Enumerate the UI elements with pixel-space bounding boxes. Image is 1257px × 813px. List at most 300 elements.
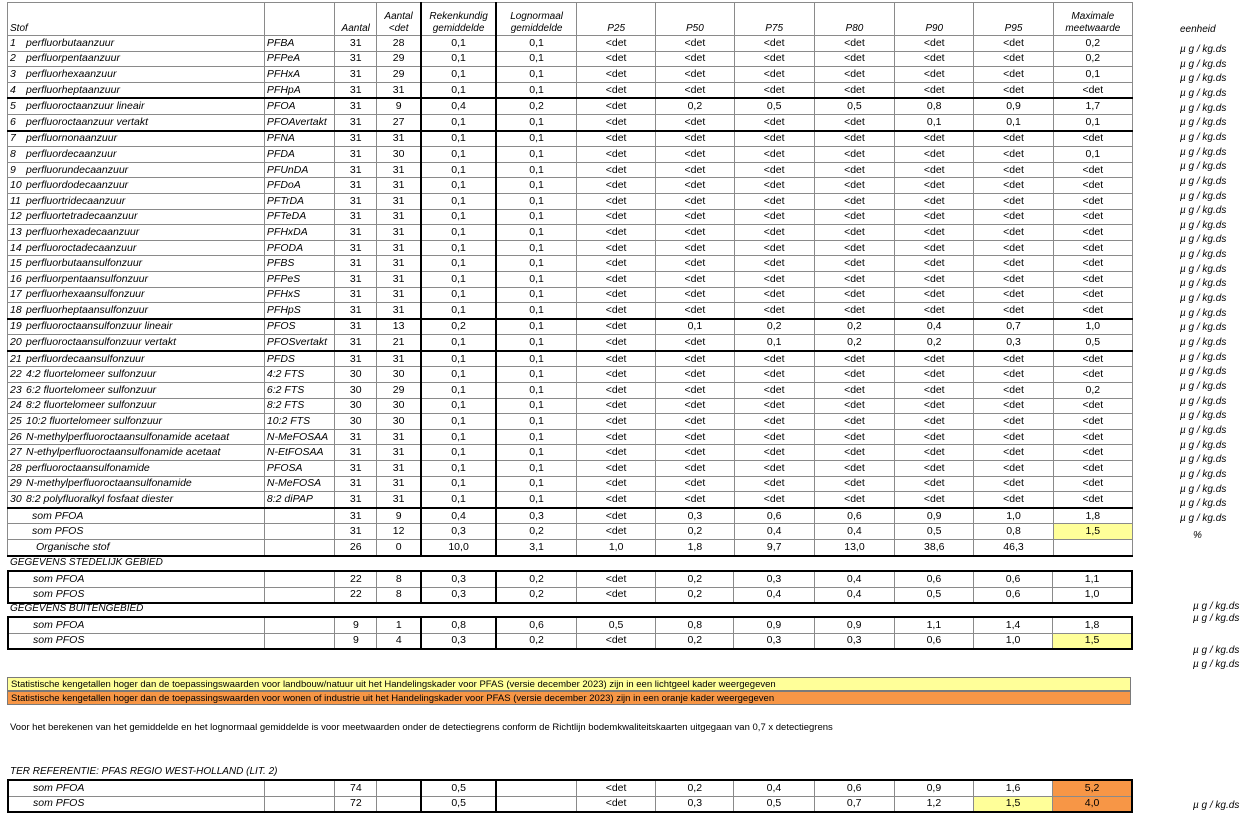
value-p50: <det (656, 367, 734, 383)
legend-yellow: Statistische kengetallen hoger dan de toepassingswaarden voor landbouw/natuur uit het Handelingskader voor PFAS (versie december 2023) zijn in een lichtgeel kader weergegeven (7, 677, 1131, 691)
substance-abbreviation: PFHxS (264, 287, 334, 303)
value-p75: <det (734, 429, 814, 445)
value-p25: <det (576, 429, 655, 445)
value-p25: <det (576, 633, 655, 649)
value-p80: <det (814, 82, 894, 98)
substance-name-cell (8, 82, 265, 98)
substance-row (8, 162, 1133, 178)
value-p75: <det (734, 287, 814, 303)
value-rek: 0,1 (421, 36, 496, 52)
substance-abbreviation: N-MeFOSAA (264, 429, 334, 445)
value-n: 31 (335, 225, 377, 241)
value-p75: <det (734, 51, 814, 67)
value-max: <det (1053, 287, 1132, 303)
substance-name-cell (8, 476, 265, 492)
substance-name: perfluorheptaansulfonzuur (26, 303, 149, 316)
value-p95: 1,5 (973, 796, 1052, 812)
value-max: <det (1053, 303, 1132, 319)
substance-row (8, 335, 1133, 351)
value-p90: <det (895, 82, 974, 98)
substance-number: 20 (10, 336, 22, 349)
value-rek: 0,1 (421, 461, 496, 477)
value-rek: 0,1 (421, 82, 496, 98)
substance-name-cell (8, 271, 265, 287)
substance-name-cell (8, 193, 265, 209)
substance-name-cell (8, 98, 265, 114)
value-p50: 0,8 (656, 617, 734, 633)
value-n: 72 (335, 796, 377, 812)
substance-row (8, 131, 1133, 147)
substance-number: 10 (10, 179, 22, 192)
value-p25: <det (576, 461, 655, 477)
substance-name: 6:2 fluortelomeer sulfonzuur (26, 383, 157, 396)
value-p75: <det (734, 492, 814, 508)
substance-abbreviation: PFDS (264, 351, 334, 367)
value-p25: <det (576, 162, 655, 178)
summary-name: som PFOA (8, 571, 265, 587)
value-p90: <det (895, 414, 974, 430)
substance-abbreviation: PFTeDA (264, 209, 334, 225)
value-p90: <det (895, 461, 974, 477)
value-p80: <det (814, 287, 894, 303)
value-n: 31 (335, 131, 377, 147)
unit-label: µ g / kg.ds (1180, 424, 1227, 436)
summary-abbreviation (265, 571, 335, 587)
value-p80: <det (814, 492, 894, 508)
value-n: 9 (335, 617, 377, 633)
value-p90: <det (895, 209, 974, 225)
value-p90: <det (895, 271, 974, 287)
substance-name-cell (8, 351, 265, 367)
substance-name: perfluoroctaanzuur lineair (26, 100, 145, 113)
value-p90: <det (895, 225, 974, 241)
value-p50: 0,3 (656, 508, 734, 524)
value-det: 31 (377, 492, 421, 508)
substance-name: perfluortridecaanzuur (26, 194, 126, 207)
value-p80: <det (814, 131, 894, 147)
value-n: 31 (335, 178, 377, 194)
value-log: 0,1 (496, 303, 576, 319)
value-log: 0,1 (496, 445, 576, 461)
value-det: 31 (377, 82, 421, 98)
value-p50: <det (656, 271, 734, 287)
unit-label: µ g / kg.ds (1180, 380, 1227, 392)
value-p75: <det (734, 114, 814, 130)
value-p95: <det (974, 225, 1053, 241)
value-max: 4,0 (1053, 796, 1132, 812)
value-rek: 0,1 (421, 51, 496, 67)
unit-label: µ g / kg.ds (1180, 498, 1227, 510)
pfas-statistics-table (7, 2, 1133, 557)
value-p75: 0,4 (734, 587, 814, 603)
summary-abbreviation (265, 796, 335, 812)
value-log (496, 780, 576, 796)
unit-label: µ g / kg.ds (1180, 439, 1227, 451)
value-max: <det (1053, 398, 1132, 414)
value-p25: <det (576, 476, 655, 492)
value-max: 0,2 (1053, 383, 1132, 399)
value-det: 30 (377, 147, 421, 163)
value-log: 0,1 (496, 476, 576, 492)
unit-label: µ g / kg.ds (1180, 366, 1227, 378)
value-log: 0,1 (496, 193, 576, 209)
header-max: Maximale meetwaarde (1053, 3, 1132, 36)
value-log: 0,1 (496, 492, 576, 508)
value-rek: 0,1 (421, 209, 496, 225)
substance-row (8, 178, 1133, 194)
value-p90: 0,9 (894, 780, 973, 796)
substance-row (8, 461, 1133, 477)
value-log: 0,2 (496, 524, 576, 540)
value-rek: 0,5 (421, 796, 496, 812)
substance-name-cell (8, 225, 265, 241)
value-max: <det (1053, 351, 1132, 367)
value-max: <det (1053, 367, 1132, 383)
unit-label: µ g / kg.ds (1180, 337, 1227, 348)
header-abbr (264, 3, 334, 36)
substance-abbreviation: PFODA (264, 240, 334, 256)
unit-label: µ g / kg.ds (1180, 468, 1227, 480)
unit-label: µ g / kg.ds (1180, 512, 1227, 524)
stedelijk-title: GEGEVENS STEDELIJK GEBIED (10, 557, 163, 568)
referentie-table (7, 779, 1133, 813)
value-p80: 0,3 (814, 633, 894, 649)
value-p90: <det (895, 398, 974, 414)
substance-row (8, 476, 1133, 492)
value-n: 31 (335, 524, 377, 540)
substance-name: perfluorbutaansulfonzuur (26, 257, 143, 270)
substance-row (8, 319, 1133, 335)
value-p25: <det (576, 147, 655, 163)
value-p90: <det (895, 351, 974, 367)
unit-label: µ g / kg.ds (1180, 117, 1227, 129)
value-max: <det (1053, 209, 1132, 225)
value-p75: <det (734, 256, 814, 272)
substance-name: 8:2 fluortelomeer sulfonzuur (26, 399, 157, 412)
substance-abbreviation: 8:2 FTS (264, 398, 334, 414)
referentie-row (8, 796, 1132, 812)
substance-name: 4:2 fluortelomeer sulfonzuur (26, 368, 157, 381)
value-det: 8 (377, 587, 421, 603)
value-p75: <det (734, 445, 814, 461)
substance-abbreviation: 4:2 FTS (264, 367, 334, 383)
value-log (496, 796, 576, 812)
value-n: 31 (335, 351, 377, 367)
value-n: 30 (335, 398, 377, 414)
substance-row (8, 209, 1133, 225)
value-log: 0,1 (496, 367, 576, 383)
value-p95: <det (974, 492, 1053, 508)
substance-row (8, 492, 1133, 508)
substance-row (8, 225, 1133, 241)
value-p50: <det (656, 303, 734, 319)
substance-name-cell (8, 51, 265, 67)
value-p80: <det (814, 445, 894, 461)
value-p90: 0,6 (894, 571, 973, 587)
value-p80: <det (814, 162, 894, 178)
value-n: 31 (335, 271, 377, 287)
value-p25: <det (576, 351, 655, 367)
value-det: 31 (377, 351, 421, 367)
substance-number: 18 (10, 303, 22, 316)
value-p50: <det (656, 225, 734, 241)
value-log: 3,1 (496, 540, 576, 556)
value-p75: <det (734, 82, 814, 98)
value-p80: <det (814, 303, 894, 319)
substance-row (8, 98, 1133, 114)
value-p75: <det (734, 240, 814, 256)
value-log: 0,1 (496, 429, 576, 445)
substance-row (8, 193, 1133, 209)
substance-name-cell (8, 429, 265, 445)
value-log: 0,1 (496, 461, 576, 477)
value-p95: 1,0 (973, 633, 1052, 649)
value-n: 22 (335, 587, 377, 603)
summary-name: som PFOS (8, 587, 265, 603)
value-n: 30 (335, 367, 377, 383)
value-p95: 46,3 (974, 540, 1053, 556)
value-rek: 0,1 (421, 398, 496, 414)
value-p80: <det (814, 351, 894, 367)
value-rek: 0,4 (421, 508, 496, 524)
value-p95: <det (974, 51, 1053, 67)
summary-abbreviation (264, 524, 334, 540)
value-det: 28 (377, 36, 421, 52)
substance-row (8, 51, 1133, 67)
value-det: 29 (377, 67, 421, 83)
value-p50: <det (656, 445, 734, 461)
value-p75: <det (734, 225, 814, 241)
value-p25: <det (576, 256, 655, 272)
substance-name: perfluorhexaansulfonzuur (26, 288, 145, 301)
value-n: 31 (335, 36, 377, 52)
value-p80: 0,5 (814, 98, 894, 114)
stedelijk-row (8, 587, 1132, 603)
value-p80: 0,4 (814, 524, 894, 540)
value-max: <det (1053, 271, 1132, 287)
substance-number: 19 (10, 320, 22, 333)
value-log: 0,1 (496, 351, 576, 367)
value-p50: <det (656, 256, 734, 272)
value-log: 0,1 (496, 240, 576, 256)
value-rek: 0,1 (421, 383, 496, 399)
value-max: <det (1053, 131, 1132, 147)
substance-name-cell (8, 256, 265, 272)
substance-number: 2 (10, 52, 16, 65)
value-log: 0,1 (496, 36, 576, 52)
substance-abbreviation: N-MeFOSA (264, 476, 334, 492)
substance-name-cell (8, 335, 265, 351)
value-log: 0,1 (496, 209, 576, 225)
value-p50: <det (656, 131, 734, 147)
substance-number: 29 (10, 477, 22, 490)
value-rek: 0,1 (421, 445, 496, 461)
value-p90: 1,2 (894, 796, 973, 812)
unit-label: µ g / kg.ds (1180, 322, 1227, 334)
value-max: <det (1053, 429, 1132, 445)
value-rek: 0,1 (421, 287, 496, 303)
substance-name: perfluoroctaansulfonamide (26, 461, 150, 474)
summary-name: som PFOA (8, 780, 265, 796)
value-p75: 0,9 (734, 617, 814, 633)
value-p95: <det (974, 445, 1053, 461)
value-p25: <det (576, 240, 655, 256)
substance-name-cell (8, 178, 265, 194)
value-max: <det (1053, 492, 1132, 508)
value-p80: <det (814, 178, 894, 194)
substance-abbreviation: PFTrDA (264, 193, 334, 209)
unit-label: µ g / kg.ds (1180, 161, 1227, 173)
value-p75: <det (734, 271, 814, 287)
value-p95: <det (974, 398, 1053, 414)
value-p95: <det (974, 131, 1053, 147)
value-p80: 0,7 (814, 796, 894, 812)
value-n: 31 (335, 82, 377, 98)
value-rek: 0,3 (421, 633, 496, 649)
value-p50: <det (656, 36, 734, 52)
value-rek: 0,1 (421, 114, 496, 130)
value-rek: 0,1 (421, 178, 496, 194)
value-det: 30 (377, 367, 421, 383)
value-n: 31 (335, 429, 377, 445)
value-p75: 0,3 (734, 571, 814, 587)
value-p50: <det (656, 383, 734, 399)
value-rek: 0,3 (421, 571, 496, 587)
value-det: 8 (377, 571, 421, 587)
header-aantal: Aantal (335, 3, 377, 36)
value-p25: <det (576, 524, 655, 540)
value-p90: 0,5 (895, 524, 974, 540)
header-row (8, 3, 1133, 36)
value-p50: <det (656, 492, 734, 508)
value-rek: 0,1 (421, 476, 496, 492)
buitengebied-row (8, 633, 1132, 649)
value-p50: <det (656, 287, 734, 303)
substance-abbreviation: PFBS (264, 256, 334, 272)
value-max: 1,7 (1053, 98, 1132, 114)
value-n: 31 (335, 445, 377, 461)
value-max: <det (1053, 193, 1132, 209)
value-n: 31 (335, 303, 377, 319)
value-p50: <det (656, 67, 734, 83)
value-det: 31 (377, 209, 421, 225)
value-det: 31 (377, 271, 421, 287)
summary-abbreviation (265, 587, 335, 603)
substance-name-cell (8, 147, 265, 163)
buitengebied-row (8, 617, 1132, 633)
value-rek: 0,1 (421, 271, 496, 287)
value-det: 31 (377, 461, 421, 477)
substance-name-cell (8, 131, 265, 147)
header-eenheid: eenheid (1180, 24, 1216, 35)
value-det: 31 (377, 476, 421, 492)
substance-number: 27 (10, 446, 22, 459)
value-p95: <det (974, 36, 1053, 52)
substance-row (8, 114, 1133, 130)
value-p95: <det (974, 67, 1053, 83)
value-p50: <det (656, 240, 734, 256)
value-p75: 0,1 (734, 335, 814, 351)
substance-number: 17 (10, 288, 22, 301)
summary-name: som PFOA (8, 508, 265, 524)
header-aantal-det: Aantal <det (377, 3, 421, 36)
unit-label: µ g / kg.ds (1180, 175, 1227, 187)
detection-note: Voor het berekenen van het gemiddelde en het lognormaal gemiddelde is voor meetwaarden onder de detectiegrens conform de Richtlijn bodemkwaliteitskaarten uitgegaan van 0,7 x detectiegrens (10, 722, 833, 733)
value-log: 0,3 (496, 508, 576, 524)
value-p90: <det (895, 429, 974, 445)
substance-abbreviation: PFOA (264, 98, 334, 114)
unit-label: µ g / kg.ds (1193, 800, 1240, 811)
value-p95: <det (974, 303, 1053, 319)
value-max: 1,8 (1053, 508, 1132, 524)
value-p95: <det (974, 209, 1053, 225)
value-rek: 0,1 (421, 225, 496, 241)
value-p95: 1,0 (974, 508, 1053, 524)
value-n: 31 (335, 319, 377, 335)
substance-abbreviation: PFHxDA (264, 225, 334, 241)
value-p25: <det (576, 98, 655, 114)
value-p90: 0,5 (894, 587, 973, 603)
substance-name: perfluorhexadecaanzuur (26, 225, 140, 238)
value-p80: <det (814, 67, 894, 83)
value-p50: <det (656, 335, 734, 351)
substance-number: 13 (10, 225, 22, 238)
value-det: 31 (377, 225, 421, 241)
value-p90: <det (895, 51, 974, 67)
substance-row (8, 303, 1133, 319)
substance-name: perfluorpentaanzuur (26, 52, 120, 65)
value-log: 0,1 (496, 82, 576, 98)
substance-name: N-methylperfluoroctaansulfonamide (26, 477, 192, 490)
substance-number: 4 (10, 83, 16, 96)
value-p25: <det (576, 383, 655, 399)
value-p75: <det (734, 414, 814, 430)
value-p90: <det (895, 36, 974, 52)
substance-name: perfluoroctaanzuur vertakt (26, 115, 148, 128)
substance-name-cell (8, 114, 265, 130)
referentie-title: TER REFERENTIE: PFAS REGIO WEST-HOLLAND (LIT. 2) (10, 766, 278, 777)
substance-number: 15 (10, 257, 22, 270)
value-n: 31 (335, 461, 377, 477)
value-p50: 0,2 (656, 587, 734, 603)
value-p90: 0,6 (894, 633, 973, 649)
value-p50: 0,2 (656, 524, 734, 540)
value-max: 1,1 (1053, 571, 1132, 587)
substance-name-cell (8, 240, 265, 256)
value-p75: <det (734, 476, 814, 492)
value-det: 27 (377, 114, 421, 130)
value-log: 0,1 (496, 383, 576, 399)
substance-abbreviation: 6:2 FTS (264, 383, 334, 399)
substance-name-cell (8, 383, 265, 399)
value-p25: <det (576, 587, 655, 603)
substance-number: 7 (10, 132, 16, 145)
substance-name-cell (8, 414, 265, 430)
value-det (377, 796, 421, 812)
value-p75: <det (734, 67, 814, 83)
value-p95: <det (974, 256, 1053, 272)
substance-number: 12 (10, 210, 22, 223)
unit-label: µ g / kg.ds (1180, 219, 1227, 231)
value-max: 5,2 (1053, 780, 1132, 796)
value-p80: <det (814, 383, 894, 399)
value-p80: <det (814, 114, 894, 130)
substance-number: 8 (10, 147, 16, 160)
substance-name: perfluorbutaanzuur (26, 36, 115, 49)
value-rek: 0,4 (421, 98, 496, 114)
value-p75: <det (734, 209, 814, 225)
value-det: 21 (377, 335, 421, 351)
